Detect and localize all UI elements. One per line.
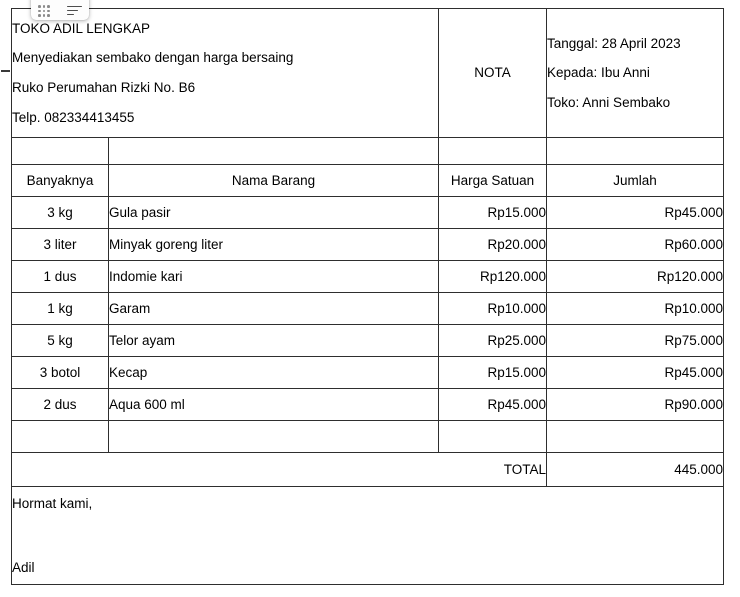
nota-store: Toko: Anni Sembako	[547, 94, 671, 110]
spacer-cell-price	[439, 138, 547, 165]
cell-name: Garam	[109, 293, 439, 325]
spacer-cell-name	[109, 138, 439, 165]
lines-menu-icon[interactable]	[67, 5, 82, 16]
cell-name: Aqua 600 ml	[109, 389, 439, 421]
cell-name: Telor ayam	[109, 325, 439, 357]
table-row	[12, 357, 724, 389]
cell-qty: 3 botol	[12, 357, 109, 389]
cell-amount: Rp60.000	[547, 229, 724, 261]
spacer-cell-qty	[12, 138, 109, 165]
empty-item-row	[12, 421, 724, 453]
cell-price: Rp15.000	[439, 357, 547, 389]
header-jumlah: Jumlah	[547, 165, 724, 197]
table-row	[12, 229, 724, 261]
header-banyaknya: Banyaknya	[12, 165, 109, 197]
nota-table	[11, 8, 724, 585]
cell-name: Kecap	[109, 357, 439, 389]
empty-cell-amount	[547, 421, 724, 453]
cell-qty: 5 kg	[12, 325, 109, 357]
spacer-cell-amount	[547, 138, 724, 165]
signer-name: Adil	[12, 559, 35, 575]
cell-qty: 1 kg	[12, 293, 109, 325]
empty-cell-price	[439, 421, 547, 453]
cell-price: Rp20.000	[439, 229, 547, 261]
store-address: Ruko Perumahan Rizki No. B6	[12, 80, 196, 95]
total-label: TOTAL	[12, 453, 547, 487]
table-row	[12, 261, 724, 293]
cell-amount: Rp45.000	[547, 357, 724, 389]
dots-grid-icon[interactable]	[38, 5, 52, 16]
cell-price: Rp15.000	[439, 197, 547, 229]
cell-amount: Rp90.000	[547, 389, 724, 421]
nota-date: Tanggal: 28 April 2023	[547, 35, 681, 51]
cell-price: Rp120.000	[439, 261, 547, 293]
cell-amount: Rp45.000	[547, 197, 724, 229]
cell-name: Indomie kari	[109, 261, 439, 293]
cell-name: Minyak goreng liter	[109, 229, 439, 261]
header-harga-satuan: Harga Satuan	[439, 165, 547, 197]
cell-qty: 3 kg	[12, 197, 109, 229]
table-row	[12, 389, 724, 421]
party-details	[547, 9, 724, 138]
cell-qty: 1 dus	[12, 261, 109, 293]
cell-amount: Rp120.000	[547, 261, 724, 293]
store-name: TOKO ADIL LENGKAP	[12, 20, 151, 36]
spacer-row	[12, 138, 724, 165]
empty-cell-name	[109, 421, 439, 453]
table-row	[12, 325, 724, 357]
cell-name: Gula pasir	[109, 197, 439, 229]
signature-block	[12, 487, 724, 585]
total-value: 445.000	[547, 453, 724, 487]
cell-amount: Rp10.000	[547, 293, 724, 325]
cell-price: Rp10.000	[439, 293, 547, 325]
stray-dash-artifact	[1, 70, 10, 72]
store-masthead	[12, 9, 439, 138]
nota-label: NOTA	[439, 9, 547, 138]
total-row	[12, 453, 724, 487]
cell-qty: 3 liter	[12, 229, 109, 261]
cell-price: Rp45.000	[439, 389, 547, 421]
table-row	[12, 197, 724, 229]
cell-price: Rp25.000	[439, 325, 547, 357]
masthead-row	[12, 9, 724, 138]
cell-qty: 2 dus	[12, 389, 109, 421]
footer-row	[12, 487, 724, 585]
empty-cell-qty	[12, 421, 109, 453]
store-tagline: Menyediakan sembako dengan harga bersaing	[12, 50, 294, 66]
nota-recipient: Kepada: Ibu Anni	[547, 65, 650, 81]
cell-amount: Rp75.000	[547, 325, 724, 357]
closing-text: Hormat kami,	[12, 495, 93, 511]
table-row	[12, 293, 724, 325]
floating-toolbar[interactable]	[31, 0, 89, 20]
store-phone: Telp. 082334413455	[12, 109, 135, 125]
header-nama-barang: Nama Barang	[109, 165, 439, 197]
table-header-row	[12, 165, 724, 197]
